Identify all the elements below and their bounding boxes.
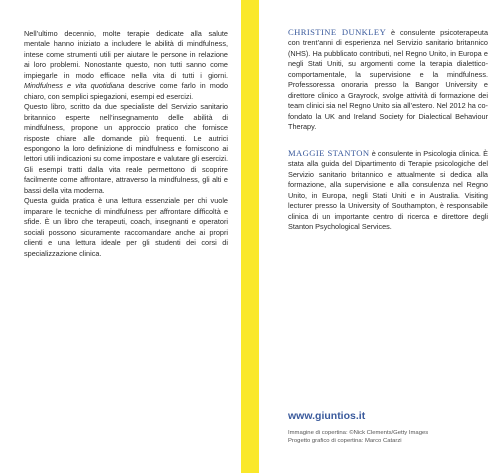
- book-title: Mindfulness e vita quotidiana: [24, 81, 125, 91]
- description-paragraph-1: Nell’ultimo decennio, molte terapie dedicate alla salute mentale hanno iniziato a includere le abilità di mindfulness, intese come strumenti utili per aiutare le persone in relazione ai loro problemi. Nonostante questo, non tutti sanno come impiegarle in modo efficace nella vita di tutti i giorni. Mindfulness e vita quotidiana descrive come farlo in modo chiaro, con semplici spiegazioni, esempi ed esercizi.: [24, 29, 229, 101]
- credit-design: Progetto grafico di copertina: Marco Catarzi: [288, 438, 402, 444]
- back-flap-right: [259, 0, 500, 473]
- author-bio-text: è consulente in Psicologia clinica. È stata alla guida del Dipartimento di Terapie psicologiche del Servizio sanitario britannico e attualmente si dedica alla formazione, alla supervisione e alla consulenza nel Regno Unito, in Europa, negli Stati Uniti e in Australia. Visiting lecturer presso la University of Southampton, è responsabile clinica di un importante centro di ricerca e direttore degli Stanton Psychological Services.: [288, 149, 488, 232]
- cover-credits: [288, 429, 493, 445]
- author-bio-dunkley: [288, 27, 488, 133]
- publisher-website-link[interactable]: www.giuntios.it: [288, 410, 366, 422]
- description-paragraph-3: Questa guida pratica è una lettura essenziale per chi vuole imparare le tecniche di mindfulness per affrontare difficoltà e sfide. È un libro che terapeuti, coach, insegnanti e operatori sociali possono sicuramente raccomandare anche ai propri clienti e una lettura ideale per gli studenti dei corsi di specializzazione clinica.: [24, 196, 228, 258]
- author-name-stanton: MAGGIE STANTON: [288, 148, 370, 158]
- book-description: [24, 29, 228, 259]
- credit-image: Immagine di copertina: ©Nick Clements/Getty Images: [288, 430, 429, 436]
- author-bio-stanton: [288, 148, 488, 233]
- description-paragraph-2: Questo libro, scritto da due specialiste del Servizio sanitario britannico esperte nell’insegnamento delle abilità di mindfulness, propone un approccio pratico che fornisce risposte chiare alle domande più frequenti. Le autrici espongono la loro definizione di mindfulness e forniscono ai lettori utili indicazioni su come impostare e valutare gli esercizi. Gli esempi tratti dalla vita reale permettono di scoprire facilmente come affrontare, attraverso la mindfulness, gli alti e bassi della vita moderna.: [24, 102, 228, 195]
- author-bio-text: è consulente psicoterapeuta con trent’anni di esperienza nel Servizio sanitario britannico (NHS). Ha pubblicato contributi, nel Regno Unito, in Europa e negli Stati Uniti, su argomenti come la terapia dialettico-comportamentale, la supervisione e la mindfulness. Professoressa onoraria presso la Bangor University e direttore clinico a Grayrock, svolge attività di formazione dei team clinici sia nel Regno Unito sia all’estero. Nel 2012 ha co-fondato la UK and Ireland Society for Dialectical Behaviour Therapy.: [288, 28, 489, 132]
- author-name-dunkley: CHRISTINE DUNKLEY: [288, 27, 387, 37]
- back-flap-left: [0, 0, 241, 473]
